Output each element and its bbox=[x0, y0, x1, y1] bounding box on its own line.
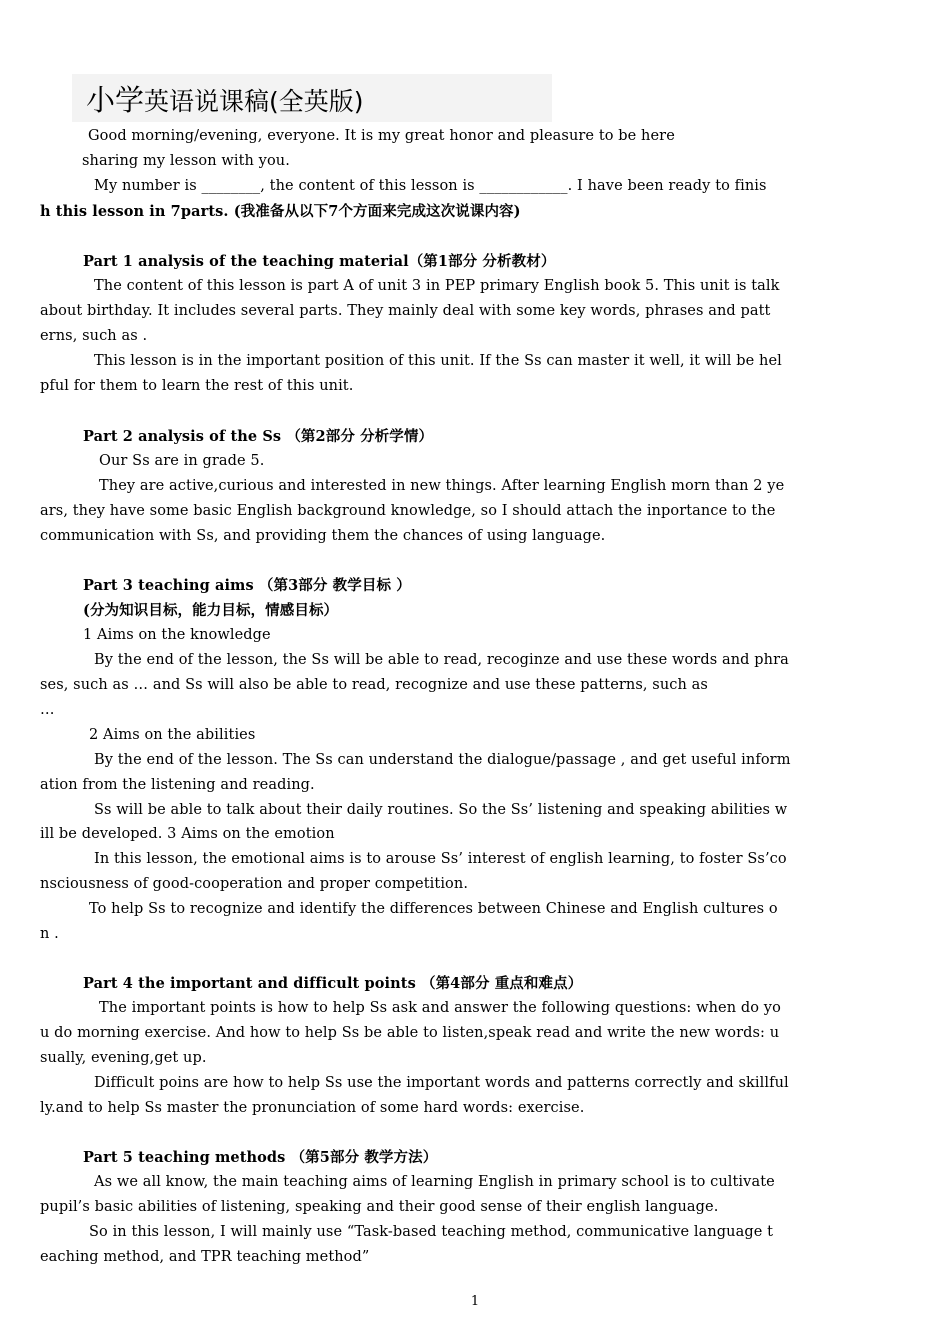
document-title bbox=[86, 82, 364, 120]
body-text-line: This lesson is in the important position of this unit. If the Ss can master it well, it will be hel bbox=[94, 353, 782, 369]
body-text-line: By the end of the lesson, the Ss will be able to read, recoginze and use these words and phra bbox=[94, 652, 789, 668]
body-text-line: Good morning/evening, everyone. It is my great honor and pleasure to be here bbox=[88, 128, 675, 144]
body-text-line: u do morning exercise. And how to help Ss be able to listen,speak read and write the new words: u bbox=[40, 1025, 780, 1041]
body-text-line: In this lesson, the emotional aims is to arouse Ss’ interest of english learning, to foster Ss’co bbox=[94, 851, 787, 867]
body-text-line: communication with Ss, and providing them the chances of using language. bbox=[40, 528, 606, 544]
body-text-line: erns, such as . bbox=[40, 328, 148, 344]
section-heading: Part 2 analysis of the Ss （第2部分 分析学情） bbox=[83, 428, 434, 445]
body-text-line: 1 Aims on the knowledge bbox=[83, 627, 271, 643]
title-prefix: 小学 bbox=[86, 83, 145, 117]
body-text-line: pupil’s basic abilities of listening, speaking and their good sense of their english language. bbox=[40, 1199, 719, 1215]
body-text-line: n . bbox=[40, 926, 59, 942]
body-text-line: The important points is how to help Ss ask and answer the following questions: when do yo bbox=[99, 1000, 781, 1016]
body-text-line: The content of this lesson is part A of unit 3 in PEP primary English book 5. This unit is talk bbox=[94, 278, 780, 294]
body-text-line: To help Ss to recognize and identify the differences between Chinese and English cultures o bbox=[89, 901, 778, 917]
body-text-line: ly.and to help Ss master the pronunciation of some hard words: exercise. bbox=[40, 1100, 585, 1116]
body-text-line: They are active,curious and interested in new things. After learning English morn than 2 ye bbox=[99, 478, 785, 494]
body-text-line: As we all know, the main teaching aims of learning English in primary school is to cultivate bbox=[94, 1174, 775, 1190]
section-heading: Part 1 analysis of the teaching material（第1部分 分析教材） bbox=[83, 253, 556, 270]
body-text-line: Difficult poins are how to help Ss use the important words and patterns correctly and skillful bbox=[94, 1075, 789, 1091]
body-text-line: eaching method, and TPR teaching method” bbox=[40, 1249, 370, 1265]
body-text-line: … bbox=[40, 702, 55, 718]
title-rest: 英语说课稿(全英版) bbox=[144, 87, 364, 116]
body-text-line: ses, such as … and Ss will also be able to read, recognize and use these patterns, such as bbox=[40, 677, 708, 693]
page-number: 1 bbox=[470, 1294, 480, 1309]
body-text-line: h this lesson in 7parts. (我准备从以下7个方面来完成这次说课内容) bbox=[40, 203, 521, 220]
body-text-line: ation from the listening and reading. bbox=[40, 777, 315, 793]
body-text-line: By the end of the lesson. The Ss can understand the dialogue/passage , and get useful inform bbox=[94, 752, 791, 768]
section-heading: Part 3 teaching aims （第3部分 教学目标 ） bbox=[83, 577, 411, 594]
body-text-line: pful for them to learn the rest of this unit. bbox=[40, 378, 354, 394]
body-text-line: 2 Aims on the abilities bbox=[89, 727, 256, 743]
body-text-line: Our Ss are in grade 5. bbox=[99, 453, 265, 469]
body-text-line: Ss will be able to talk about their daily routines. So the Ss’ listening and speaking abilities w bbox=[94, 802, 788, 818]
body-text-line: sually, evening,get up. bbox=[40, 1050, 207, 1066]
section-heading: Part 5 teaching methods （第5部分 教学方法） bbox=[83, 1149, 438, 1166]
body-text-line: nsciousness of good-cooperation and proper competition. bbox=[40, 876, 469, 892]
body-text-line: ars, they have some basic English background knowledge, so I should attach the inportance to the bbox=[40, 503, 776, 519]
body-text-line: about birthday. It includes several parts. They mainly deal with some key words, phrases and patt bbox=[40, 303, 771, 319]
body-text-line: ill be developed. 3 Aims on the emotion bbox=[40, 826, 335, 842]
body-text-line: My number is ________, the content of this lesson is ____________. I have been ready to finis bbox=[94, 178, 767, 194]
body-text-line: So in this lesson, I will mainly use “Task-based teaching method, communicative language t bbox=[89, 1224, 774, 1240]
body-text-line: sharing my lesson with you. bbox=[82, 153, 290, 169]
section-heading: Part 4 the important and difficult points （第4部分 重点和难点） bbox=[83, 975, 583, 992]
section-heading: (分为知识目标，能力目标，情感目标） bbox=[83, 602, 339, 619]
